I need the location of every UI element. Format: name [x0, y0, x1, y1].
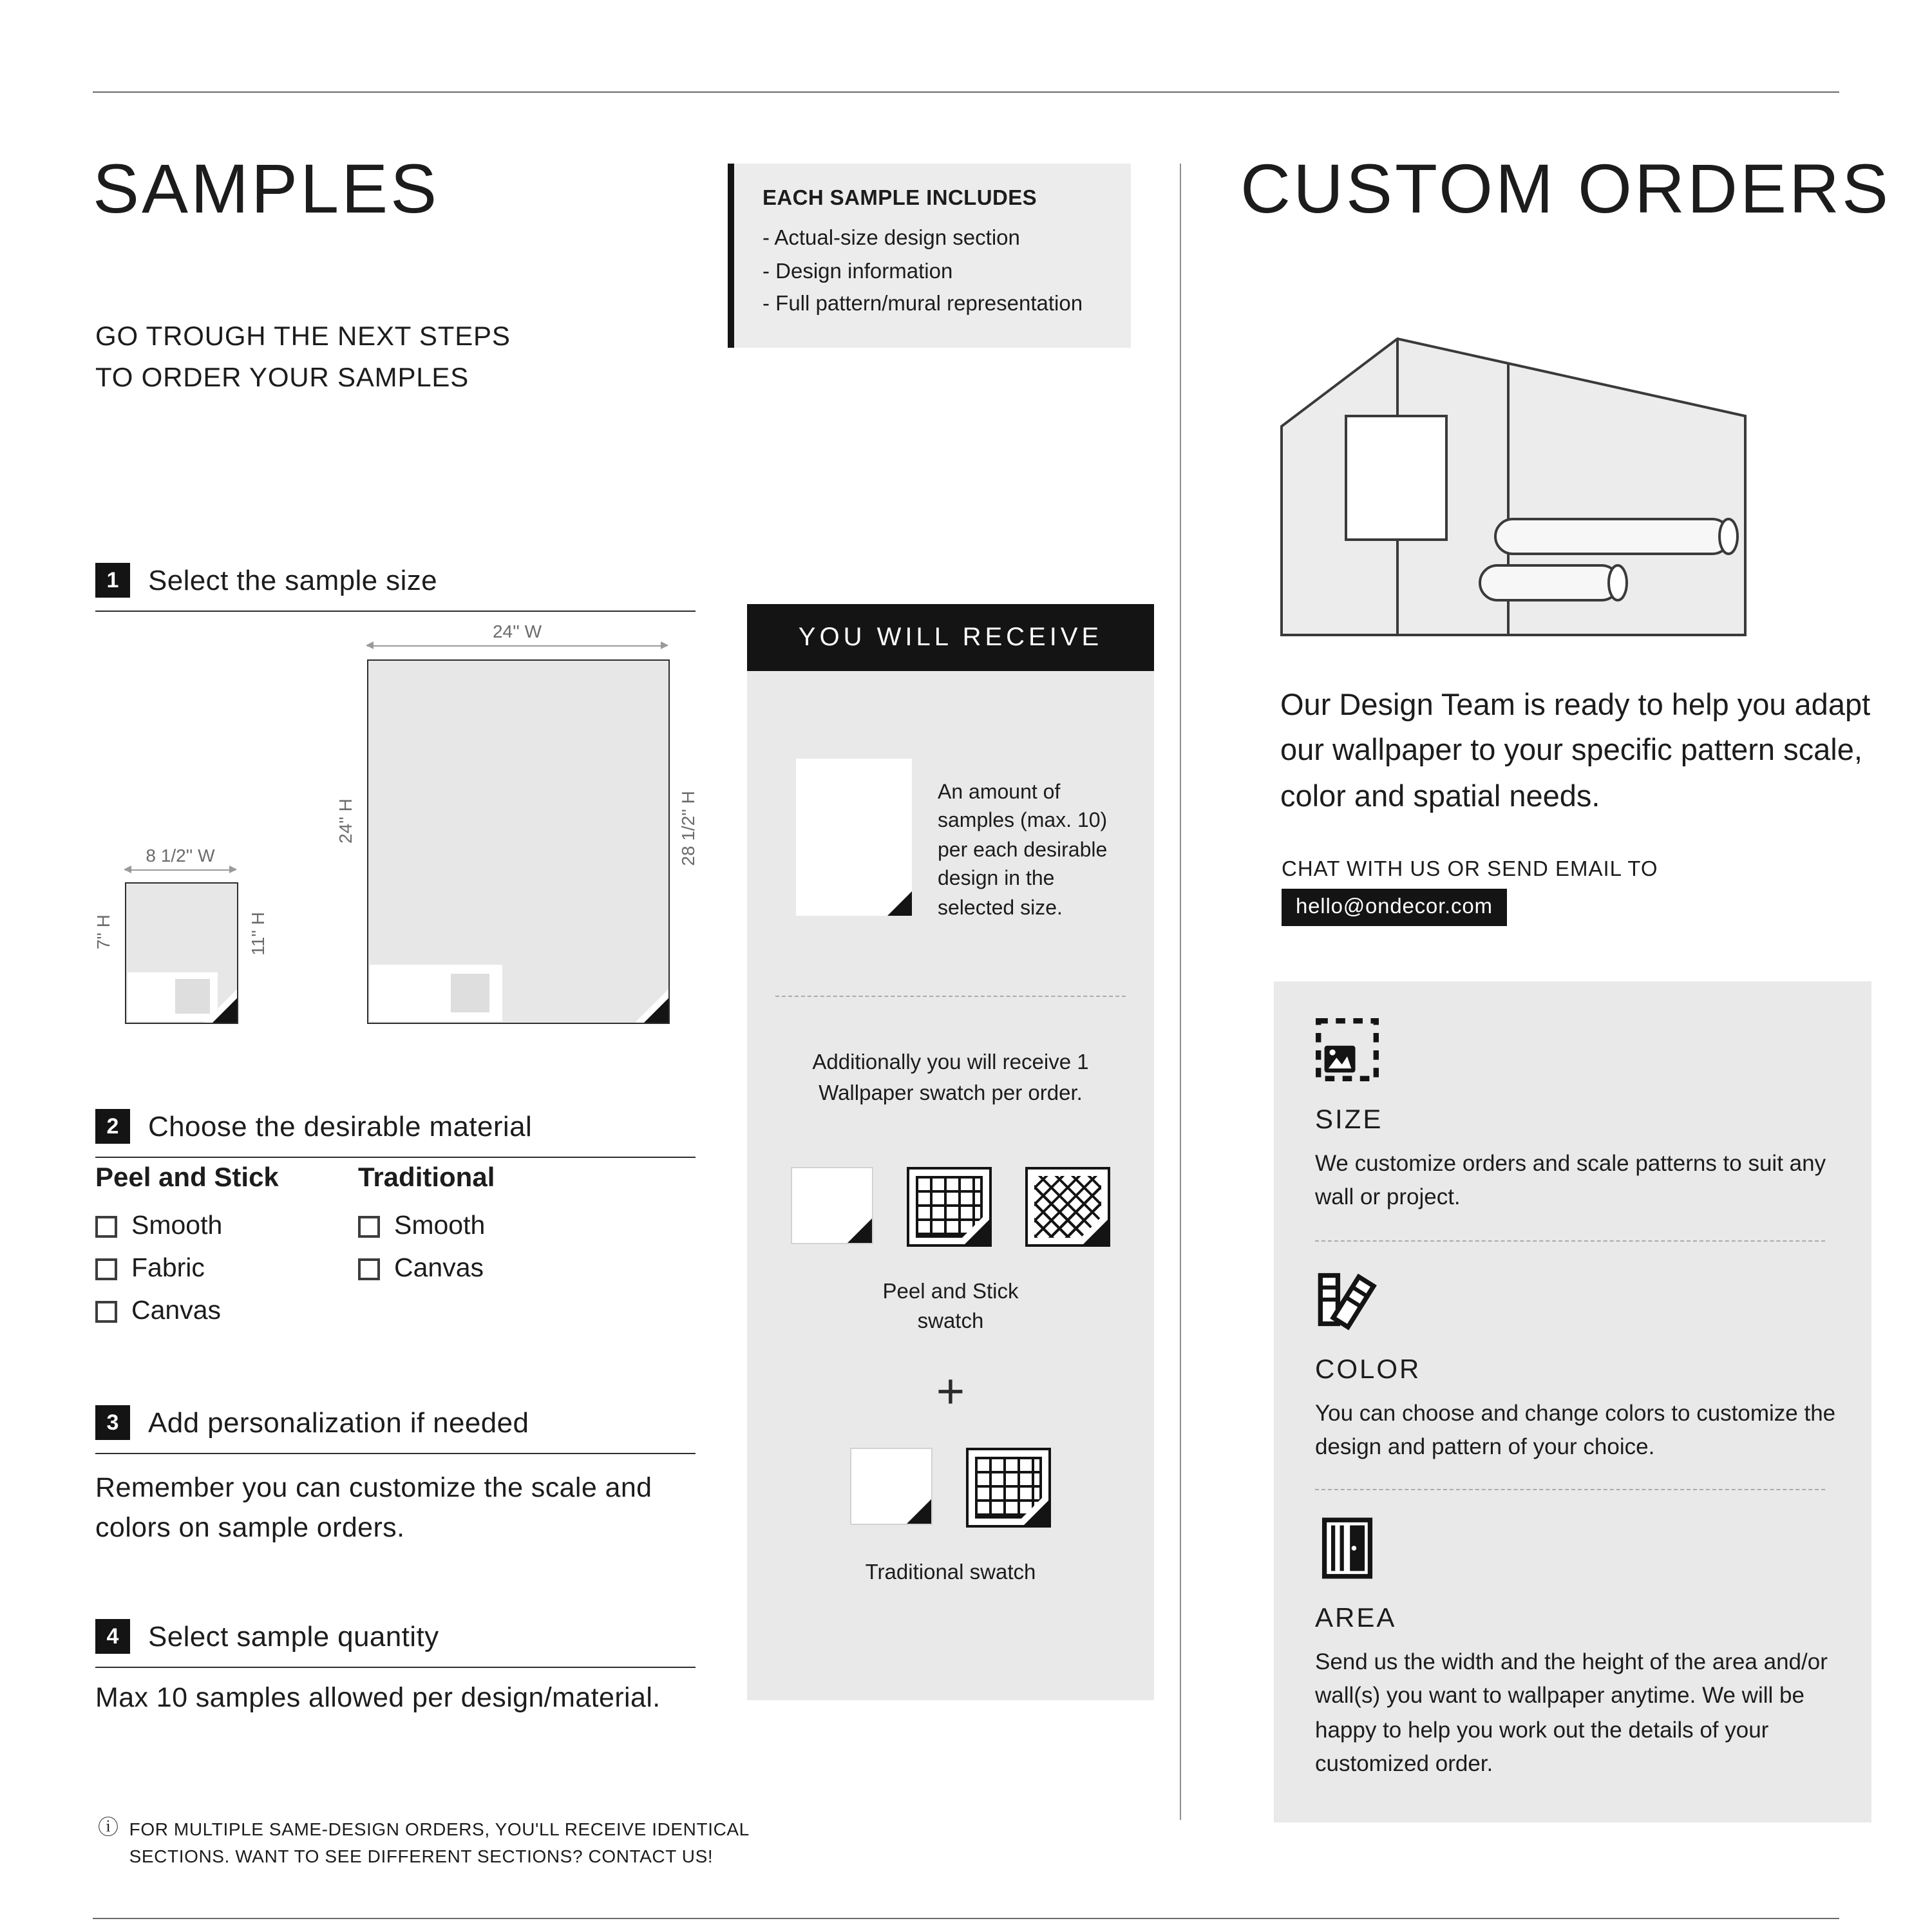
large-width-dimension [367, 621, 667, 647]
peel-swatch-row [747, 1167, 1154, 1247]
feature-area-text: Send us the width and the height of the area and/or wall(s) you want to wallpaper anytime. We will be happy to help you work out the details of your customized order. [1315, 1649, 1828, 1776]
checkbox-peel-fabric[interactable] [95, 1253, 358, 1284]
receive-header: YOU WILL RECEIVE [747, 604, 1154, 671]
feature-area [1315, 1516, 1833, 1780]
plus-sign: + [936, 1365, 965, 1419]
large-width-label: 24'' W [492, 621, 542, 641]
contact-label: CHAT WITH US OR SEND EMAIL TO [1282, 858, 1658, 881]
option-label: Smooth [131, 1211, 223, 1240]
folded-corner-icon [635, 989, 668, 1023]
grid-pattern [975, 1457, 1042, 1519]
checkbox-peel-canvas[interactable] [95, 1296, 358, 1327]
samples-intro-line1: GO TROUGH THE NEXT STEPS [95, 322, 511, 352]
checkbox-icon [95, 1215, 117, 1237]
footnote-text [129, 1816, 750, 1870]
swatch-overlay [128, 972, 218, 1021]
sample-page-icon [796, 759, 912, 916]
checkbox-icon [358, 1258, 380, 1280]
step-3-number: 3 [95, 1405, 130, 1440]
feature-size-text: We customize orders and scale patterns to suit any wall or project. [1315, 1150, 1826, 1210]
folded-corner-icon [838, 1209, 872, 1243]
dashed-divider [1315, 1489, 1825, 1490]
step-1-header [95, 563, 696, 612]
step-1-label: Select the sample size [148, 564, 438, 596]
peel-swatch-caption: Peel and Stick swatch [882, 1280, 1019, 1333]
option-label: Smooth [394, 1211, 486, 1240]
step-4-header [95, 1619, 696, 1668]
small-width-label: 8 1/2'' W [146, 845, 215, 866]
checkbox-traditional-canvas[interactable] [358, 1253, 495, 1284]
large-sample-rect [367, 659, 670, 1024]
includes-item: - Actual-size design section [762, 227, 1020, 250]
step-1-number: 1 [95, 563, 130, 598]
sample-size-diagram [95, 611, 726, 1055]
small-height-left-label: 7'' H [93, 914, 113, 950]
swatch-square [175, 979, 210, 1014]
footnote [98, 1816, 750, 1870]
footnote-line2: SECTIONS. WANT TO SEE DIFFERENT SECTIONS? CONTACT US! [129, 1846, 714, 1866]
additional-swatch-text: Additionally you will receive 1 Wallpaper swatch per order. [812, 1050, 1089, 1105]
option-label: Canvas [394, 1253, 484, 1283]
samples-amount-text: An amount of samples (max. 10) per each desirable design in the selected size. [938, 782, 1108, 920]
area-icon [1315, 1516, 1379, 1580]
includes-item: - Design information [762, 260, 953, 283]
dashed-divider [775, 996, 1126, 997]
top-divider [93, 91, 1839, 93]
includes-title: EACH SAMPLE INCLUDES [762, 187, 1037, 210]
checkbox-traditional-smooth[interactable] [358, 1211, 495, 1242]
materials-section [95, 1163, 495, 1338]
feature-area-title: AREA [1315, 1604, 1397, 1633]
step-3-header [95, 1405, 696, 1454]
small-sample-rect [125, 882, 238, 1024]
step-4-number: 4 [95, 1619, 130, 1654]
personalization-note: Remember you can customize the scale and colors on sample orders. [95, 1472, 652, 1544]
samples-intro-line2: TO ORDER YOUR SAMPLES [95, 363, 469, 392]
custom-intro-text: Our Design Team is ready to help you adapt our wallpaper to your specific pattern scale, color and spatial needs. [1280, 688, 1871, 812]
folded-corner-icon [878, 882, 912, 916]
grid-swatch-icon [966, 1448, 1051, 1528]
feature-size-title: SIZE [1315, 1105, 1383, 1135]
traditional-swatch-caption: Traditional swatch [865, 1560, 1036, 1584]
quantity-note: Max 10 samples allowed per design/material. [95, 1682, 661, 1713]
checkbox-icon [95, 1258, 117, 1280]
includes-item: - Full pattern/mural representation [762, 292, 1083, 316]
wallpaper-room-illustration [1279, 331, 1750, 643]
checkbox-peel-smooth[interactable] [95, 1211, 358, 1242]
traditional-column [358, 1163, 495, 1338]
step-3-label: Add personalization if needed [148, 1406, 529, 1438]
step-2-number: 2 [95, 1109, 130, 1144]
peel-and-stick-title: Peel and Stick [95, 1163, 279, 1193]
samples-intro [95, 317, 511, 398]
grid-swatch-icon [907, 1167, 992, 1247]
checkbox-icon [358, 1215, 380, 1237]
custom-features-panel [1274, 981, 1871, 1823]
small-height-right-label: 11'' H [247, 912, 268, 956]
step-2-label: Choose the desirable material [148, 1110, 533, 1142]
info-icon: ⓘ [98, 1817, 119, 1839]
bottom-divider [93, 1918, 1839, 1919]
dashed-divider [1315, 1240, 1825, 1241]
traditional-title: Traditional [358, 1163, 495, 1193]
checkbox-icon [95, 1300, 117, 1322]
dimension-line [125, 869, 236, 871]
swatch-overlay [370, 965, 502, 1021]
traditional-swatch-row [747, 1448, 1154, 1528]
small-width-dimension [125, 845, 236, 871]
you-will-receive-panel [747, 604, 1154, 1700]
peel-and-stick-column [95, 1163, 358, 1338]
each-sample-includes-box [728, 164, 1131, 347]
feature-color-text: You can choose and change colors to customize the design and pattern of your choice. [1315, 1399, 1836, 1459]
option-label: Canvas [131, 1296, 222, 1325]
grid-pattern [916, 1176, 983, 1238]
step-4-label: Select sample quantity [148, 1620, 439, 1652]
option-label: Fabric [131, 1253, 205, 1283]
color-icon [1315, 1267, 1379, 1331]
plain-swatch-icon [850, 1448, 933, 1525]
feature-color [1315, 1267, 1836, 1463]
plain-swatch-icon [791, 1167, 873, 1244]
step-2-header [95, 1109, 696, 1158]
samples-amount-row [747, 671, 1154, 923]
email-address[interactable]: hello@ondecor.com [1282, 889, 1507, 926]
crosshatch-pattern [1034, 1176, 1101, 1238]
footnote-line1: FOR MULTIPLE SAME-DESIGN ORDERS, YOU'LL RECEIVE IDENTICAL [129, 1819, 750, 1839]
samples-title: SAMPLES [93, 151, 440, 228]
feature-color-title: COLOR [1315, 1354, 1421, 1384]
column-divider [1180, 164, 1181, 1820]
size-icon [1315, 1018, 1379, 1082]
dimension-line [367, 645, 667, 647]
custom-orders-title: CUSTOM ORDERS [1240, 151, 1891, 228]
large-height-right-label: 28 1/2'' H [677, 791, 698, 866]
large-height-left-label: 24'' H [335, 799, 355, 844]
folded-corner-icon [898, 1490, 931, 1524]
swatch-square [451, 974, 489, 1012]
feature-size [1315, 1018, 1833, 1214]
crosshatch-swatch-icon [1025, 1167, 1110, 1247]
